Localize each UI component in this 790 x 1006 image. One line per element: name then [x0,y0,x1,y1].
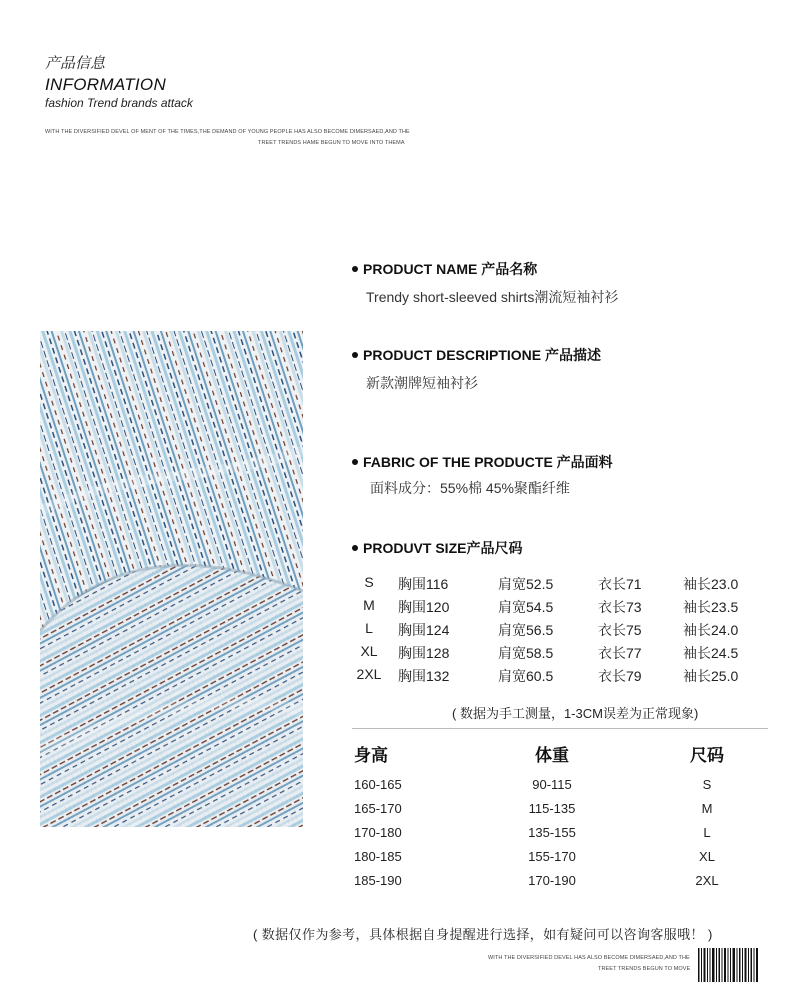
size-heading: PRODUVT SIZE产品尺码 [352,538,522,558]
size-label: M [363,597,375,613]
size-row [352,666,762,689]
chest-value: 胸围128 [398,645,450,661]
length-value: 衣长71 [598,576,642,592]
length-value: 衣长77 [598,645,642,661]
header-size: 尺码 [690,746,724,765]
size-row [352,574,762,597]
sleeve-value: 袖长25.0 [683,668,739,684]
product-name-text: Trendy short-sleeved shirts潮流短袖衬衫 [366,289,619,305]
size-cell: XL [699,849,715,864]
height-cell: 180-185 [354,849,402,864]
weight-cell: 135-155 [528,825,576,840]
shoulder-value: 肩宽54.5 [498,599,554,615]
sleeve-value: 袖长24.0 [683,622,739,638]
product-description-text: 新款潮牌短袖衬衫 [366,375,478,391]
size-cell: 2XL [695,873,719,888]
sleeve-value: 袖长23.0 [683,576,739,592]
length-value: 衣长79 [598,668,642,684]
header-subtitle: fashion Trend brands attack [45,96,193,110]
table-row [352,849,772,873]
size-table [352,574,762,689]
chest-value: 胸围116 [398,576,449,592]
fabric-text: 面料成分：55%棉 45%聚酯纤维 [370,480,570,496]
height-cell: 170-180 [354,825,402,840]
header-weight: 体重 [535,746,569,765]
size-cell: M [701,801,713,816]
fabric-heading: FABRIC OF THE PRODUCTE 产品面料 [352,452,613,472]
length-value: 衣长73 [598,599,642,615]
shoulder-value: 肩宽56.5 [498,622,554,638]
weight-cell: 155-170 [528,849,576,864]
height-weight-table [352,741,772,897]
size-cell: S [702,777,712,792]
size-row [352,620,762,643]
table-row [352,801,772,825]
chest-value: 胸围132 [398,668,450,684]
sleeve-value: 袖长23.5 [683,599,739,615]
product-description-heading: PRODUCT DESCRIPTIONE 产品描述 [352,345,601,365]
measurement-note: ( 数据为手工测量，1-3CM误差为正常现象) [452,706,699,721]
height-cell: 165-170 [354,801,402,816]
header-tiny-line-1: WITH THE DIVERSIFIED DEVEL OF MENT OF THE TIMES,THE DEMAND OF YOUNG PEOPLE HAS ALSO BECOME DIMERSAED,AND THE [45,129,410,135]
fabric-photo [40,331,303,827]
length-value: 衣长75 [598,622,642,638]
product-name-heading: PRODUCT NAME 产品名称 [352,259,537,279]
footer-tiny-line-2: TREET TRENDS BEGUN TO MOVE [598,966,691,972]
weight-cell: 170-190 [528,873,576,888]
footer-tiny-line-1: WITH THE DIVERSIFIED DEVEL HAS ALSO BECOME DIMERSAED,AND THE [488,955,690,961]
size-label: XL [360,643,378,659]
size-cell: L [703,825,711,840]
table-row [352,825,772,849]
size-label: 2XL [356,666,382,682]
table-row [352,777,772,801]
height-cell: 160-165 [354,777,402,792]
height-cell: 185-190 [354,873,402,888]
header-en-title: INFORMATION [45,75,167,94]
sleeve-value: 袖长24.5 [683,645,739,661]
size-row [352,597,762,620]
table-row [352,873,772,897]
divider [352,728,768,729]
table-header [352,741,772,777]
barcode-icon [698,948,758,982]
chest-value: 胸围124 [398,622,450,638]
shoulder-value: 肩宽58.5 [498,645,554,661]
weight-cell: 90-115 [532,777,572,792]
shoulder-value: 肩宽60.5 [498,668,554,684]
chest-value: 胸围120 [398,599,450,615]
size-row [352,643,762,666]
shoulder-value: 肩宽52.5 [498,576,554,592]
reference-note: ( 数据仅作为参考，具体根据自身提醒进行选择，如有疑问可以咨询客服哦！ ) [253,927,713,942]
header-tiny-line-2: TREET TRENDS HAME BEGUN TO MOVE INTO THEMA [258,140,405,146]
weight-cell: 115-135 [528,801,576,816]
header-height: 身高 [354,746,388,765]
size-label: L [365,620,373,636]
header-cn-title: 产品信息 [45,55,106,72]
size-label: S [364,574,374,590]
